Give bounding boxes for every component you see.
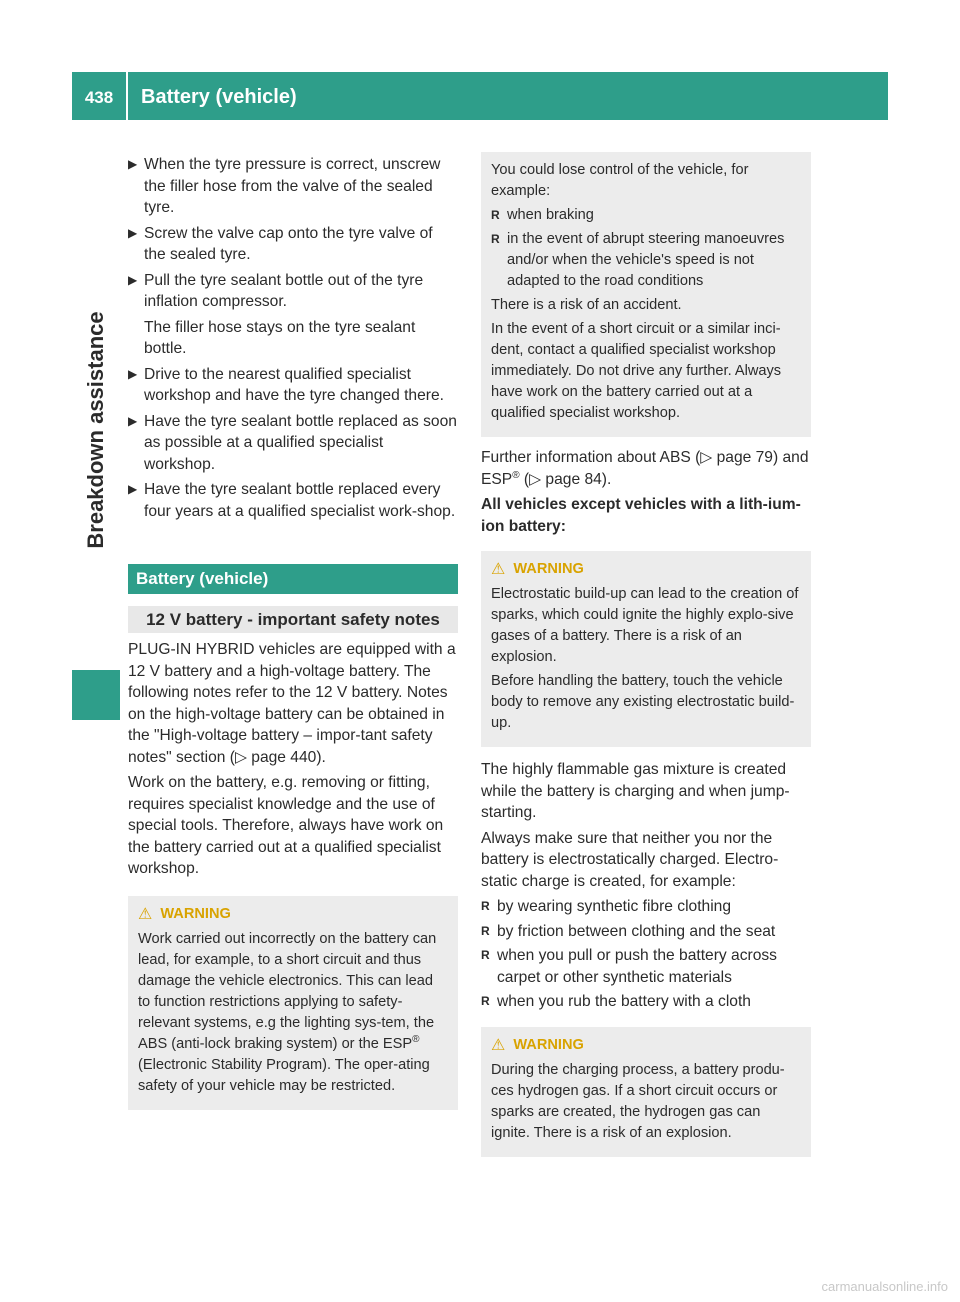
chapter-marker [72,670,120,720]
bullet-icon: R [481,948,490,962]
step-note: The filler hose stays on the tyre sealant bottle. [144,318,416,357]
instruction-step: ▶ Have the tyre sealant bottle replaced every four years at a qualified specialist work-shop. [128,481,456,520]
warning-triangle-icon: ⚠ [491,561,506,578]
warning-box: ⚠ WARNING During the charging process, a battery produ-ces hydrogen gas. If a short circuit occurs or sparks are created, the hydrogen gas can ignite. There is a risk of an explosion. [481,1027,811,1157]
bullet-icon: R [481,899,490,913]
warning-label: WARNING [513,561,584,577]
list-item: R in the event of abrupt steering manoeuvres and/or when the vehicle's speed is not adapted to the road conditions [491,231,785,289]
instruction-step: ▶ Have the tyre sealant bottle replaced as soon as possible at a qualified specialist workshop. [128,412,457,473]
body-paragraph: The highly flammable gas mixture is created while the battery is charging and when jump-starting. [481,761,790,821]
header-divider [126,72,128,120]
step-arrow-icon: ▶ [128,413,138,428]
list-item: R when braking [491,205,801,226]
body-paragraph: PLUG-IN HYBRID vehicles are equipped with a 12 V battery and a high-voltage battery. The following notes refer to the 12 V battery. Notes on the high-voltage battery can be obtained in the "High-voltage battery – impor-tant safety notes" section (▷ page 440). [128,641,456,766]
list-item: R by wearing synthetic fibre clothing [481,896,811,918]
bullet-icon: R [481,923,490,938]
page-title: Battery (vehicle) [141,86,297,108]
warning-triangle-icon: ⚠ [138,905,153,923]
subheading: All vehicles except vehicles with a lith-ium-ion battery: [481,496,801,535]
warning-box-continued: You could lose control of the vehicle, for example: R when braking R in the event of abrupt steering manoeuvres and/or when the vehicle's speed is not adapted to the road conditions There is a risk of an accident. In the event of a short circuit or a similar inci-dent, contact a qualified specialist workshop immediately. Do not drive any further. Always have work on the battery carried out at a qualified specialist workshop. [481,152,811,437]
watermark: carmanualsonline.info [821,1279,948,1294]
warning-box: ⚠ WARNING Work carried out incorrectly on the battery can lead, for example, to a short circuit and thus damage the vehicle electronics. This can lead to function restrictions applying to safety-relevant systems, e.g the lighting sys-tem, the ABS (anti-lock braking system) or the ESP® (Electronic Stability Program). The oper-ating safety of your vehicle may be restricted. [128,896,458,1110]
warning-triangle-icon: ⚠ [491,1036,506,1054]
step-arrow-icon: ▶ [128,366,138,381]
list-item: R when you pull or push the battery across carpet or other synthetic materials [481,947,777,986]
warning-label: WARNING [160,905,231,922]
step-arrow-icon: ▶ [128,482,138,496]
bullet-icon: R [491,208,500,222]
warning-label: WARNING [513,1036,584,1053]
step-arrow-icon: ▶ [128,272,138,287]
step-arrow-icon: ▶ [128,157,138,171]
bullet-icon: R [491,232,500,246]
instruction-step: ▶ Drive to the nearest qualified specialist workshop and have the tyre changed there. [128,365,444,404]
subsection-heading: 12 V battery - important safety notes [128,606,458,634]
list-item: R by friction between clothing and the seat [481,921,811,943]
body-paragraph: Work on the battery, e.g. removing or fitting, requires specialist knowledge and the use of special tools. Therefore, always have work on the battery carried out at a qualified specialist workshop. [128,774,444,877]
instruction-step: ▶ When the tyre pressure is correct, unscrew the filler hose from the valve of the sealed tyre. [128,156,441,216]
page-number: 438 [84,88,114,107]
warning-box: ⚠ WARNING Electrostatic build-up can lead to the creation of sparks, which could ignite the highly explo-sive gases of a battery. There is a risk of an explosion. Before handling the battery, touch the vehicle body to remove any existing electrostatic build-up. [481,551,811,747]
list-item: R when you rub the battery with a cloth [481,991,811,1013]
instruction-step: ▶ Pull the tyre sealant bottle out of the tyre inflation compressor. [128,271,424,310]
section-heading: Battery (vehicle) [128,564,458,594]
right-column [481,154,811,1157]
step-arrow-icon: ▶ [128,225,138,240]
instruction-step: ▶ Screw the valve cap onto the tyre valve of the sealed tyre. [128,224,433,263]
chapter-tab-label: Breakdown assistance [83,311,108,549]
bullet-icon: R [481,994,490,1008]
body-paragraph: Always make sure that neither you nor the battery is electrostatically charged. Electro-static charge is created, for example: [481,829,779,890]
left-column [128,154,458,1110]
body-paragraph: Further information about ABS (▷ page 79) and ESP® (▷ page 84). [481,449,809,488]
